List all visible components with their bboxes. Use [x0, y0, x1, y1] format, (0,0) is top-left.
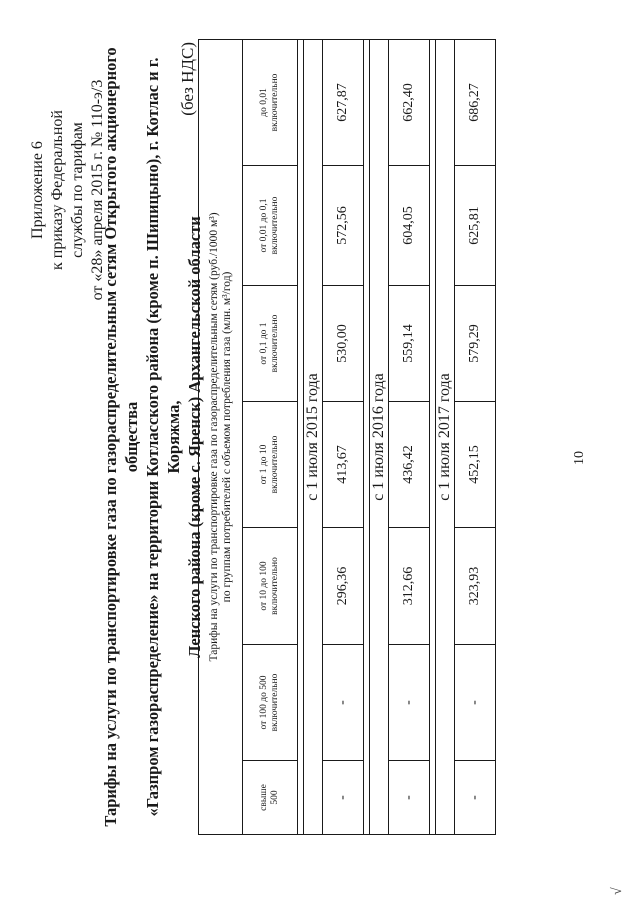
table-cell: 413,67 [323, 402, 364, 528]
title-line-1: Тарифы на услуги по транспортировке газа по газораспределительным сетям Открытого акционерного общества [101, 47, 141, 827]
column-header-line-2: включительно [270, 557, 280, 615]
column-header-line-2: включительно [270, 435, 280, 494]
table-row [323, 39, 364, 834]
table-cell: 530,00 [323, 286, 364, 402]
table-cell: 436,42 [389, 402, 430, 528]
table-cell: 686,27 [455, 39, 496, 165]
table-cell: 312,66 [389, 528, 430, 645]
table-cell: - [389, 761, 430, 835]
column-header-line-2: включительно [270, 73, 280, 132]
table-cell: 604,05 [389, 166, 430, 286]
table-main-header [199, 39, 243, 834]
column-header [243, 286, 298, 402]
column-header-line-1: от 1 до 10 [259, 444, 269, 485]
column-header-line-1: от 100 до 500 [259, 675, 269, 730]
column-header-line-1: от 10 до 100 [259, 561, 269, 611]
appendix-line-1: Приложение 6 [29, 141, 46, 239]
table-cell: 662,40 [389, 39, 430, 165]
column-header [243, 645, 298, 761]
table-cell: 323,93 [455, 528, 496, 645]
table-cell: - [323, 761, 364, 835]
period-label: с 1 июля 2017 года [436, 39, 455, 834]
column-header [243, 761, 298, 835]
period-row [436, 39, 455, 834]
appendix-block [28, 50, 108, 330]
table-cell: 625,81 [455, 166, 496, 286]
table-cell: 452,15 [455, 402, 496, 528]
column-header-line-1: до 0,01 [259, 88, 269, 117]
table-cell: - [389, 645, 430, 761]
column-header-line-2: 500 [270, 790, 280, 805]
table-column-header-row [243, 39, 298, 834]
table-cell: - [323, 645, 364, 761]
column-header-line-2: включительно [270, 673, 280, 732]
table-cell: 572,56 [323, 166, 364, 286]
column-header [243, 402, 298, 528]
document-title [100, 37, 205, 837]
period-row [370, 39, 389, 834]
appendix-line-4: от «28» апреля 2015 г. № 110-э/3 [89, 79, 106, 301]
period-row [304, 39, 323, 834]
column-header [243, 528, 298, 645]
table-cell: 559,14 [389, 286, 430, 402]
table-cell: 579,29 [455, 286, 496, 402]
title-line-3: Ленского района (кроме с. Яренск) Архангельской области [185, 216, 204, 658]
table-cell: 627,87 [323, 39, 364, 165]
margin-checkmark: √ [610, 887, 625, 895]
column-header [243, 39, 298, 165]
column-header-line-2: включительно [270, 196, 280, 255]
column-header-line-1: свыше [259, 784, 269, 811]
period-label: с 1 июля 2016 года [370, 39, 389, 834]
table-main-header-row [199, 39, 243, 834]
vat-note: (без НДС) [178, 42, 197, 116]
tariff-table [198, 39, 496, 835]
page-number: 10 [572, 451, 587, 465]
column-header-line-2: включительно [270, 314, 280, 373]
table-row [389, 39, 430, 834]
table-cell: - [455, 645, 496, 761]
column-header-line-1: от 0,1 до 1 [259, 322, 269, 365]
table-cell: - [455, 761, 496, 835]
table-cell: 296,36 [323, 528, 364, 645]
main-header-line-2: по группам потребителей с объемом потребления газа (млн. м³/год) [220, 271, 233, 603]
period-label: с 1 июля 2015 года [304, 39, 323, 834]
appendix-line-2: к приказу Федеральной [49, 110, 66, 270]
appendix-line-3: службы по тарифам [69, 122, 86, 258]
main-header-line-1: Тарифы на услуги по транспортировке газа по газораспределительным сетям (руб./1000 м³) [207, 212, 220, 662]
title-line-2: «Газпром газораспределение» на территории Котласского района (кроме п. Шипицыно), г. Котлас и г. Коряжма, [143, 57, 183, 817]
column-header-line-1: от 0,01 до 0,1 [259, 198, 269, 253]
table-row [455, 39, 496, 834]
column-header [243, 166, 298, 286]
